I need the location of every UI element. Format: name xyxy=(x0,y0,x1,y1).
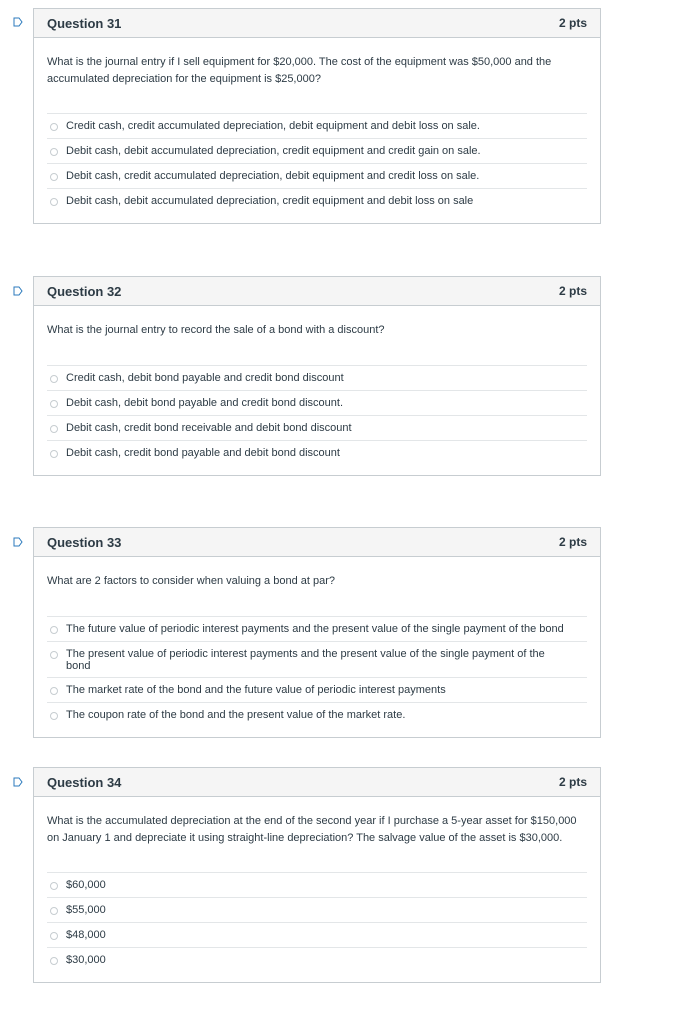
answer-option[interactable] xyxy=(47,139,587,164)
question-points: 2 pts xyxy=(558,16,587,30)
answer-label: Debit cash, credit bond payable and debit bond discount xyxy=(66,446,340,459)
answer-option[interactable] xyxy=(47,441,587,465)
radio-button[interactable] xyxy=(50,148,58,156)
question-31 xyxy=(33,8,601,224)
answer-list xyxy=(47,616,587,727)
answer-label: Credit cash, credit accumulated depreciation, debit equipment and debit loss on sale. xyxy=(66,120,480,132)
answer-option[interactable] xyxy=(47,189,587,213)
question-32 xyxy=(33,276,601,476)
question-title: Question 34 xyxy=(47,774,122,790)
answer-option[interactable] xyxy=(47,948,587,972)
answer-list xyxy=(47,365,587,465)
answer-label: $60,000 xyxy=(66,879,106,891)
radio-button[interactable] xyxy=(50,425,58,433)
radio-button[interactable] xyxy=(50,198,58,206)
question-34 xyxy=(33,767,601,983)
question-header xyxy=(34,768,600,797)
answer-option[interactable] xyxy=(47,114,587,139)
answer-label: $55,000 xyxy=(66,904,106,916)
answer-option[interactable] xyxy=(47,366,587,391)
answer-option[interactable] xyxy=(47,164,587,189)
radio-button[interactable] xyxy=(50,400,58,408)
flag-question-icon[interactable] xyxy=(13,777,23,787)
question-header xyxy=(34,9,600,38)
answer-label: The coupon rate of the bond and the present value of the market rate. xyxy=(66,708,406,721)
radio-button[interactable] xyxy=(50,907,58,915)
flag-question-icon[interactable] xyxy=(13,17,23,27)
radio-button[interactable] xyxy=(50,687,58,695)
question-33 xyxy=(33,527,601,738)
flag-question-icon[interactable] xyxy=(13,537,23,547)
flag-question-icon[interactable] xyxy=(13,286,23,296)
answer-option[interactable] xyxy=(47,703,587,727)
answer-option[interactable] xyxy=(47,873,587,898)
answer-label: Debit cash, debit accumulated depreciation, credit equipment and debit loss on sale xyxy=(66,195,474,207)
question-title: Question 32 xyxy=(47,283,122,299)
answer-label: Debit cash, debit accumulated depreciation, credit equipment and credit gain on sale. xyxy=(66,145,481,157)
answer-option[interactable] xyxy=(47,391,587,416)
radio-button[interactable] xyxy=(50,651,58,659)
radio-button[interactable] xyxy=(50,123,58,131)
answer-list xyxy=(47,872,587,972)
question-text: What is the journal entry to record the sale of a bond with a discount? xyxy=(47,324,385,336)
answer-label: Debit cash, credit bond receivable and debit bond discount xyxy=(66,421,352,434)
radio-button[interactable] xyxy=(50,882,58,890)
answer-label: Debit cash, debit bond payable and credit bond discount. xyxy=(66,396,344,409)
radio-button[interactable] xyxy=(50,173,58,181)
answer-label: The present value of periodic interest payments and the present value of the single payment of the bond xyxy=(66,647,545,672)
question-title: Question 31 xyxy=(47,15,122,31)
question-header xyxy=(34,528,600,557)
answer-option[interactable] xyxy=(47,923,587,948)
question-points: 2 pts xyxy=(558,284,587,298)
answer-option[interactable] xyxy=(47,416,587,441)
question-text: What is the journal entry if I sell equipment for $20,000. The cost of the equipment was $50,000 and the accumulated depreciation for the equipment is $25,000? xyxy=(47,56,552,85)
question-points: 2 pts xyxy=(558,535,587,549)
answer-option[interactable] xyxy=(47,678,587,703)
answer-option[interactable] xyxy=(47,898,587,923)
answer-label: Credit cash, debit bond payable and credit bond discount xyxy=(66,371,344,384)
answer-label: $48,000 xyxy=(66,929,106,941)
answer-label: The future value of periodic interest payments and the present value of the single payment of the bond xyxy=(66,622,564,635)
question-title: Question 33 xyxy=(47,534,122,550)
radio-button[interactable] xyxy=(50,626,58,634)
question-header xyxy=(34,277,600,306)
answer-label: Debit cash, credit accumulated depreciation, debit equipment and credit loss on sale. xyxy=(66,170,480,182)
question-points: 2 pts xyxy=(558,775,587,789)
answer-label: The market rate of the bond and the future value of periodic interest payments xyxy=(66,683,446,696)
answer-label: $30,000 xyxy=(66,954,106,966)
radio-button[interactable] xyxy=(50,957,58,965)
radio-button[interactable] xyxy=(50,712,58,720)
answer-option[interactable] xyxy=(47,642,587,678)
radio-button[interactable] xyxy=(50,450,58,458)
question-text: What are 2 factors to consider when valuing a bond at par? xyxy=(47,575,336,587)
question-text: What is the accumulated depreciation at the end of the second year if I purchase a 5-year asset for $150,000 on January 1 and depreciate it using straight-line depreciation? The salvage value of the asset is $30,000. xyxy=(47,815,577,844)
answer-option[interactable] xyxy=(47,617,587,642)
answer-list xyxy=(47,113,587,213)
radio-button[interactable] xyxy=(50,375,58,383)
radio-button[interactable] xyxy=(50,932,58,940)
